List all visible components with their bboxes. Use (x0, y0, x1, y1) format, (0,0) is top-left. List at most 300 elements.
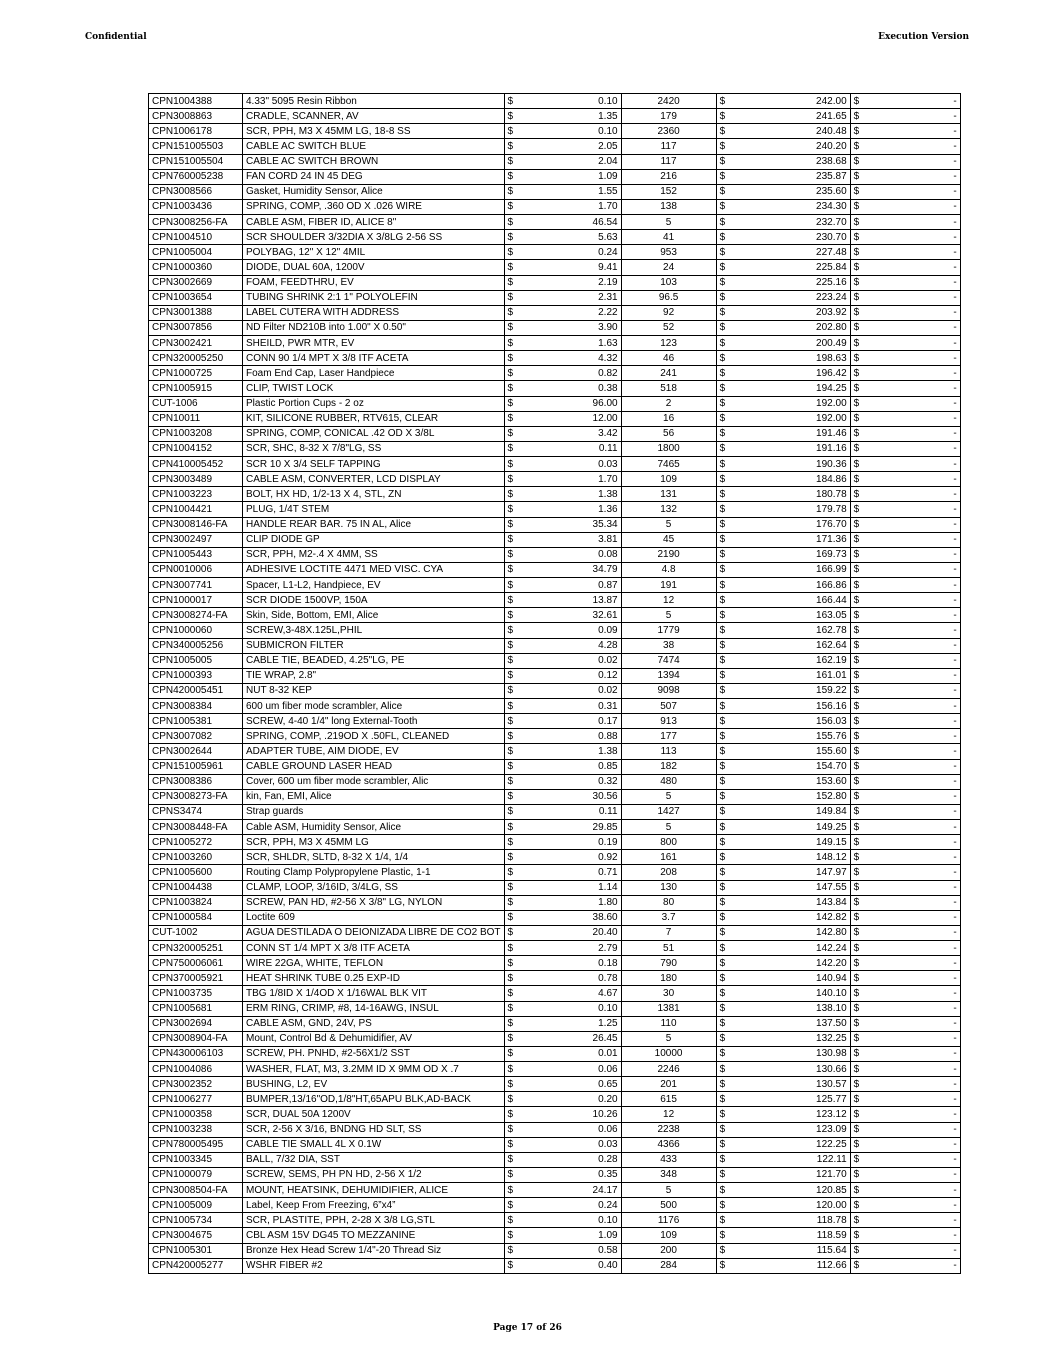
quantity-cell: 131 (621, 487, 716, 502)
description-cell: CONN ST 1/4 MPT X 3/8 ITF ACETA (243, 941, 505, 956)
part-number-cell: CPN340005256 (149, 638, 243, 653)
part-number-cell: CPN3008566 (149, 184, 243, 199)
table-row (149, 880, 961, 895)
part-number-cell: CPN3007082 (149, 729, 243, 744)
reserve-dollar-sign: $ (850, 1077, 862, 1092)
extended-value-cell: 115.64 (728, 1243, 850, 1258)
reserve-value-cell: - (862, 850, 960, 865)
reserve-dollar-sign: $ (850, 971, 862, 986)
unit-dollar-sign: $ (504, 396, 516, 411)
quantity-cell: 4.8 (621, 562, 716, 577)
reserve-value-cell: - (862, 215, 960, 230)
extended-dollar-sign: $ (716, 835, 728, 850)
part-number-cell: CPN1005009 (149, 1198, 243, 1213)
reserve-dollar-sign: $ (850, 396, 862, 411)
quantity-cell: 117 (621, 154, 716, 169)
extended-dollar-sign: $ (716, 139, 728, 154)
description-cell: 600 um fiber mode scrambler, Alice (243, 699, 505, 714)
reserve-value-cell: - (862, 109, 960, 124)
table-row (149, 683, 961, 698)
part-number-cell: CPN1005600 (149, 865, 243, 880)
unit-dollar-sign: $ (504, 593, 516, 608)
table-row (149, 578, 961, 593)
table-row (149, 1001, 961, 1016)
unit-price-cell: 0.10 (516, 1001, 621, 1016)
unit-dollar-sign: $ (504, 547, 516, 562)
unit-dollar-sign: $ (504, 1243, 516, 1258)
extended-value-cell: 138.10 (728, 1001, 850, 1016)
unit-price-cell: 1.09 (516, 1228, 621, 1243)
quantity-cell: 1779 (621, 623, 716, 638)
table-row (149, 804, 961, 819)
description-cell: LABEL CUTERA WITH ADDRESS (243, 305, 505, 320)
reserve-dollar-sign: $ (850, 1001, 862, 1016)
extended-dollar-sign: $ (716, 714, 728, 729)
description-cell: CONN 90 1/4 MPT X 3/8 ITF ACETA (243, 351, 505, 366)
reserve-value-cell: - (862, 1016, 960, 1031)
extended-dollar-sign: $ (716, 804, 728, 819)
part-number-cell: CPN760005238 (149, 169, 243, 184)
quantity-cell: 507 (621, 699, 716, 714)
extended-dollar-sign: $ (716, 744, 728, 759)
reserve-value-cell: - (862, 608, 960, 623)
reserve-dollar-sign: $ (850, 441, 862, 456)
quantity-cell: 2190 (621, 547, 716, 562)
extended-value-cell: 166.86 (728, 578, 850, 593)
extended-value-cell: 153.60 (728, 774, 850, 789)
unit-price-cell: 2.31 (516, 290, 621, 305)
reserve-value-cell: - (862, 472, 960, 487)
table-row (149, 547, 961, 562)
reserve-dollar-sign: $ (850, 124, 862, 139)
part-number-cell: CPN3004675 (149, 1228, 243, 1243)
part-number-cell: CPN1000060 (149, 623, 243, 638)
reserve-value-cell: - (862, 154, 960, 169)
reserve-dollar-sign: $ (850, 578, 862, 593)
unit-dollar-sign: $ (504, 910, 516, 925)
description-cell: ADAPTER TUBE, AIM DIODE, EV (243, 744, 505, 759)
extended-dollar-sign: $ (716, 230, 728, 245)
table-row (149, 1031, 961, 1046)
reserve-value-cell: - (862, 1183, 960, 1198)
extended-value-cell: 149.15 (728, 835, 850, 850)
reserve-value-cell: - (862, 729, 960, 744)
extended-value-cell: 200.49 (728, 336, 850, 351)
extended-value-cell: 148.12 (728, 850, 850, 865)
part-number-cell: CPN3002669 (149, 275, 243, 290)
unit-dollar-sign: $ (504, 895, 516, 910)
extended-value-cell: 132.25 (728, 1031, 850, 1046)
part-number-cell: CPN1000393 (149, 668, 243, 683)
quantity-cell: 2238 (621, 1122, 716, 1137)
reserve-dollar-sign: $ (850, 1137, 862, 1152)
description-cell: SCR, SHC, 8-32 X 7/8"LG, SS (243, 441, 505, 456)
unit-price-cell: 0.10 (516, 94, 621, 109)
table-row (149, 1213, 961, 1228)
table-row (149, 199, 961, 214)
description-cell: WIRE 22GA, WHITE, TEFLON (243, 956, 505, 971)
unit-price-cell: 12.00 (516, 411, 621, 426)
extended-value-cell: 176.70 (728, 517, 850, 532)
quantity-cell: 200 (621, 1243, 716, 1258)
reserve-dollar-sign: $ (850, 532, 862, 547)
unit-price-cell: 0.24 (516, 245, 621, 260)
unit-dollar-sign: $ (504, 426, 516, 441)
reserve-value-cell: - (862, 411, 960, 426)
extended-dollar-sign: $ (716, 1107, 728, 1122)
description-cell: SCREW, PH. PNHD, #2-56X1/2 SST (243, 1046, 505, 1061)
table-row (149, 941, 961, 956)
unit-dollar-sign: $ (504, 1122, 516, 1137)
part-number-cell: CPN1005443 (149, 547, 243, 562)
description-cell: SCR 10 X 3/4 SELF TAPPING (243, 457, 505, 472)
reserve-value-cell: - (862, 699, 960, 714)
reserve-dollar-sign: $ (850, 336, 862, 351)
quantity-cell: 152 (621, 184, 716, 199)
extended-dollar-sign: $ (716, 638, 728, 653)
reserve-dollar-sign: $ (850, 1167, 862, 1182)
unit-price-cell: 26.45 (516, 1031, 621, 1046)
unit-price-cell: 1.70 (516, 199, 621, 214)
extended-value-cell: 161.01 (728, 668, 850, 683)
table-row (149, 1228, 961, 1243)
unit-dollar-sign: $ (504, 1258, 516, 1273)
unit-price-cell: 9.41 (516, 260, 621, 275)
reserve-dollar-sign: $ (850, 956, 862, 971)
description-cell: CABLE TIE SMALL 4L X 0.1W (243, 1137, 505, 1152)
extended-value-cell: 155.76 (728, 729, 850, 744)
reserve-dollar-sign: $ (850, 305, 862, 320)
quantity-cell: 109 (621, 1228, 716, 1243)
reserve-dollar-sign: $ (850, 699, 862, 714)
reserve-dollar-sign: $ (850, 199, 862, 214)
reserve-dollar-sign: $ (850, 1228, 862, 1243)
table-row (149, 865, 961, 880)
description-cell: POLYBAG, 12" X 12" 4MIL (243, 245, 505, 260)
unit-dollar-sign: $ (504, 729, 516, 744)
extended-value-cell: 142.80 (728, 925, 850, 940)
unit-price-cell: 0.19 (516, 835, 621, 850)
extended-dollar-sign: $ (716, 1213, 728, 1228)
quantity-cell: 5 (621, 1183, 716, 1198)
extended-value-cell: 156.16 (728, 699, 850, 714)
reserve-value-cell: - (862, 714, 960, 729)
description-cell: Skin, Side, Bottom, EMI, Alice (243, 608, 505, 623)
table-row (149, 366, 961, 381)
part-number-cell: CPN1004388 (149, 94, 243, 109)
description-cell: BUSHING, L2, EV (243, 1077, 505, 1092)
table-row (149, 305, 961, 320)
part-number-cell: CPN1004152 (149, 441, 243, 456)
unit-price-cell: 46.54 (516, 215, 621, 230)
quantity-cell: 12 (621, 1107, 716, 1122)
extended-value-cell: 179.78 (728, 502, 850, 517)
part-number-cell: CPN3002421 (149, 336, 243, 351)
unit-dollar-sign: $ (504, 804, 516, 819)
table-row (149, 714, 961, 729)
unit-dollar-sign: $ (504, 608, 516, 623)
unit-dollar-sign: $ (504, 623, 516, 638)
part-number-cell: CPN151005504 (149, 154, 243, 169)
quantity-cell: 92 (621, 305, 716, 320)
reserve-value-cell: - (862, 320, 960, 335)
unit-dollar-sign: $ (504, 820, 516, 835)
extended-value-cell: 120.85 (728, 1183, 850, 1198)
quantity-cell: 480 (621, 774, 716, 789)
table-row (149, 320, 961, 335)
table-row (149, 986, 961, 1001)
part-number-cell: CPN1006178 (149, 124, 243, 139)
description-cell: HANDLE REAR BAR. 75 IN AL, Alice (243, 517, 505, 532)
unit-dollar-sign: $ (504, 759, 516, 774)
extended-value-cell: 125.77 (728, 1092, 850, 1107)
part-number-cell: CPN1000358 (149, 1107, 243, 1122)
reserve-dollar-sign: $ (850, 94, 862, 109)
table-row (149, 94, 961, 109)
extended-dollar-sign: $ (716, 94, 728, 109)
extended-dollar-sign: $ (716, 305, 728, 320)
reserve-value-cell: - (862, 1137, 960, 1152)
unit-price-cell: 10.26 (516, 1107, 621, 1122)
unit-price-cell: 0.12 (516, 668, 621, 683)
reserve-dollar-sign: $ (850, 1046, 862, 1061)
description-cell: ND Filter ND210B into 1.00" X 0.50" (243, 320, 505, 335)
description-cell: TIE WRAP, 2.8" (243, 668, 505, 683)
reserve-value-cell: - (862, 941, 960, 956)
extended-value-cell: 156.03 (728, 714, 850, 729)
unit-price-cell: 1.14 (516, 880, 621, 895)
extended-dollar-sign: $ (716, 729, 728, 744)
reserve-value-cell: - (862, 789, 960, 804)
description-cell: DIODE, DUAL 60A, 1200V (243, 260, 505, 275)
description-cell: SHEILD, PWR MTR, EV (243, 336, 505, 351)
description-cell: CABLE ASM, GND, 24V, PS (243, 1016, 505, 1031)
extended-value-cell: 192.00 (728, 411, 850, 426)
extended-dollar-sign: $ (716, 1167, 728, 1182)
quantity-cell: 132 (621, 502, 716, 517)
table-row (149, 729, 961, 744)
unit-dollar-sign: $ (504, 230, 516, 245)
extended-value-cell: 191.16 (728, 441, 850, 456)
reserve-value-cell: - (862, 593, 960, 608)
table-row (149, 562, 961, 577)
quantity-cell: 5 (621, 517, 716, 532)
description-cell: SCREW, 4-40 1/4" long External-Tooth (243, 714, 505, 729)
unit-dollar-sign: $ (504, 184, 516, 199)
description-cell: CABLE ASM, FIBER ID, ALICE 8" (243, 215, 505, 230)
unit-price-cell: 1.38 (516, 744, 621, 759)
reserve-dollar-sign: $ (850, 623, 862, 638)
extended-dollar-sign: $ (716, 1016, 728, 1031)
description-cell: CABLE AC SWITCH BROWN (243, 154, 505, 169)
description-cell: PLUG, 1/4T STEM (243, 502, 505, 517)
unit-dollar-sign: $ (504, 668, 516, 683)
part-number-cell: CPN1003654 (149, 290, 243, 305)
extended-dollar-sign: $ (716, 517, 728, 532)
part-number-cell: CPN1005915 (149, 381, 243, 396)
unit-price-cell: 0.10 (516, 1213, 621, 1228)
description-cell: BALL, 7/32 DIA, SST (243, 1152, 505, 1167)
page-number: Page 17 of 26 (493, 1323, 562, 1333)
table-row (149, 426, 961, 441)
description-cell: 4.33" 5095 Resin Ribbon (243, 94, 505, 109)
description-cell: KIT, SILICONE RUBBER, RTV615, CLEAR (243, 411, 505, 426)
unit-price-cell: 0.03 (516, 1137, 621, 1152)
unit-dollar-sign: $ (504, 638, 516, 653)
unit-dollar-sign: $ (504, 366, 516, 381)
unit-dollar-sign: $ (504, 1137, 516, 1152)
unit-price-cell: 20.40 (516, 925, 621, 940)
unit-price-cell: 2.79 (516, 941, 621, 956)
part-number-cell: CPN1005681 (149, 1001, 243, 1016)
extended-dollar-sign: $ (716, 1031, 728, 1046)
reserve-dollar-sign: $ (850, 789, 862, 804)
unit-price-cell: 2.19 (516, 275, 621, 290)
quantity-cell: 16 (621, 411, 716, 426)
quantity-cell: 500 (621, 1198, 716, 1213)
extended-value-cell: 147.55 (728, 880, 850, 895)
unit-price-cell: 0.09 (516, 623, 621, 638)
quantity-cell: 80 (621, 895, 716, 910)
quantity-cell: 161 (621, 850, 716, 865)
unit-price-cell: 2.22 (516, 305, 621, 320)
unit-price-cell: 0.02 (516, 683, 621, 698)
extended-value-cell: 194.25 (728, 381, 850, 396)
description-cell: Foam End Cap, Laser Handpiece (243, 366, 505, 381)
description-cell: CABLE TIE, BEADED, 4.25"LG, PE (243, 653, 505, 668)
extended-value-cell: 112.66 (728, 1258, 850, 1273)
part-number-cell: CPN1006277 (149, 1092, 243, 1107)
extended-value-cell: 230.70 (728, 230, 850, 245)
extended-dollar-sign: $ (716, 199, 728, 214)
extended-dollar-sign: $ (716, 1152, 728, 1167)
extended-dollar-sign: $ (716, 1137, 728, 1152)
extended-value-cell: 203.92 (728, 305, 850, 320)
quantity-cell: 38 (621, 638, 716, 653)
reserve-value-cell: - (862, 774, 960, 789)
unit-price-cell: 0.87 (516, 578, 621, 593)
table-row (149, 139, 961, 154)
quantity-cell: 7474 (621, 653, 716, 668)
unit-price-cell: 2.05 (516, 139, 621, 154)
unit-dollar-sign: $ (504, 290, 516, 305)
description-cell: BOLT, HX HD, 1/2-13 X 4, STL, ZN (243, 487, 505, 502)
extended-value-cell: 227.48 (728, 245, 850, 260)
description-cell: SCR, PPH, M3 X 45MM LG, 18-8 SS (243, 124, 505, 139)
table-row (149, 1046, 961, 1061)
extended-dollar-sign: $ (716, 381, 728, 396)
description-cell: ADHESIVE LOCTITE 4471 MED VISC. CYA (243, 562, 505, 577)
unit-price-cell: 0.65 (516, 1077, 621, 1092)
reserve-value-cell: - (862, 865, 960, 880)
quantity-cell: 1176 (621, 1213, 716, 1228)
reserve-value-cell: - (862, 1243, 960, 1258)
extended-value-cell: 162.78 (728, 623, 850, 638)
reserve-value-cell: - (862, 260, 960, 275)
reserve-dollar-sign: $ (850, 1258, 862, 1273)
quantity-cell: 113 (621, 744, 716, 759)
reserve-value-cell: - (862, 305, 960, 320)
reserve-value-cell: - (862, 638, 960, 653)
part-number-cell: CPN1005301 (149, 1243, 243, 1258)
extended-value-cell: 235.60 (728, 184, 850, 199)
extended-dollar-sign: $ (716, 547, 728, 562)
table-row (149, 1137, 961, 1152)
reserve-dollar-sign: $ (850, 820, 862, 835)
extended-dollar-sign: $ (716, 850, 728, 865)
reserve-value-cell: - (862, 1001, 960, 1016)
part-number-cell: CPN3008448-FA (149, 820, 243, 835)
reserve-dollar-sign: $ (850, 668, 862, 683)
extended-dollar-sign: $ (716, 215, 728, 230)
description-cell: SCR, PPH, M2-.4 X 4MM, SS (243, 547, 505, 562)
extended-dollar-sign: $ (716, 1228, 728, 1243)
quantity-cell: 615 (621, 1092, 716, 1107)
unit-dollar-sign: $ (504, 865, 516, 880)
part-number-cell: CPN420005277 (149, 1258, 243, 1273)
reserve-value-cell: - (862, 199, 960, 214)
reserve-dollar-sign: $ (850, 1107, 862, 1122)
unit-price-cell: 1.25 (516, 1016, 621, 1031)
reserve-dollar-sign: $ (850, 895, 862, 910)
unit-price-cell: 0.10 (516, 124, 621, 139)
table-row (149, 260, 961, 275)
part-number-cell: CPN0010006 (149, 562, 243, 577)
description-cell: CRADLE, SCANNER, AV (243, 109, 505, 124)
quantity-cell: 284 (621, 1258, 716, 1273)
unit-dollar-sign: $ (504, 199, 516, 214)
unit-dollar-sign: $ (504, 1001, 516, 1016)
unit-dollar-sign: $ (504, 441, 516, 456)
unit-price-cell: 0.31 (516, 699, 621, 714)
description-cell: kin, Fan, EMI, Alice (243, 789, 505, 804)
table-row (149, 653, 961, 668)
table-row (149, 668, 961, 683)
extended-value-cell: 223.24 (728, 290, 850, 305)
unit-dollar-sign: $ (504, 109, 516, 124)
extended-dollar-sign: $ (716, 895, 728, 910)
part-number-cell: CPN1000584 (149, 910, 243, 925)
description-cell: Routing Clamp Polypropylene Plastic, 1-1 (243, 865, 505, 880)
extended-dollar-sign: $ (716, 1183, 728, 1198)
extended-value-cell: 232.70 (728, 215, 850, 230)
unit-dollar-sign: $ (504, 1046, 516, 1061)
unit-dollar-sign: $ (504, 1167, 516, 1182)
reserve-dollar-sign: $ (850, 850, 862, 865)
quantity-cell: 241 (621, 366, 716, 381)
quantity-cell: 5 (621, 1031, 716, 1046)
reserve-value-cell: - (862, 820, 960, 835)
extended-value-cell: 235.87 (728, 169, 850, 184)
unit-price-cell: 30.56 (516, 789, 621, 804)
extended-dollar-sign: $ (716, 396, 728, 411)
part-number-cell: CPN3008863 (149, 109, 243, 124)
unit-price-cell: 0.02 (516, 653, 621, 668)
description-cell: CABLE ASM, CONVERTER, LCD DISPLAY (243, 472, 505, 487)
description-cell: MOUNT, HEATSINK, DEHUMIDIFIER, ALICE (243, 1183, 505, 1198)
table-row (149, 245, 961, 260)
extended-dollar-sign: $ (716, 668, 728, 683)
unit-dollar-sign: $ (504, 381, 516, 396)
part-number-cell: CPN151005961 (149, 759, 243, 774)
quantity-cell: 96.5 (621, 290, 716, 305)
quantity-cell: 4366 (621, 1137, 716, 1152)
table-row (149, 1183, 961, 1198)
description-cell: Loctite 609 (243, 910, 505, 925)
description-cell: CABLE GROUND LASER HEAD (243, 759, 505, 774)
extended-value-cell: 149.25 (728, 820, 850, 835)
unit-price-cell: 29.85 (516, 820, 621, 835)
